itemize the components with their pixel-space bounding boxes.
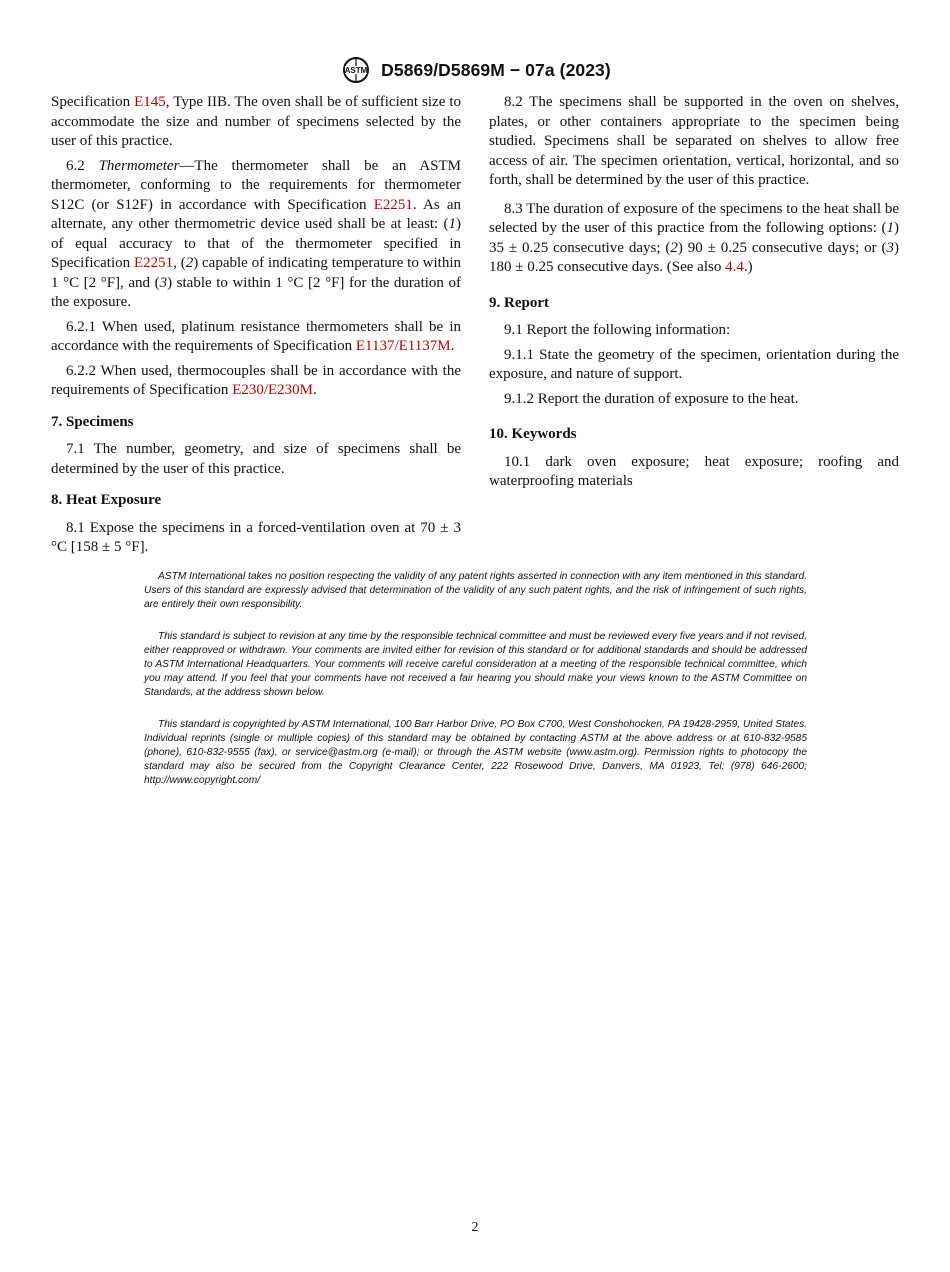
paragraph-7-1: 7.1 The number, geometry, and size of specimens shall be determined by the user of this practice. — [51, 441, 461, 477]
link-e2251-2[interactable]: E2251 — [133, 255, 174, 271]
paragraph-6-2-2: 6.2.2 When used, thermocouples shall be in accordance with the requirements of Specification E230/E230M. — [51, 362, 461, 398]
svg-text:ASTM: ASTM — [344, 66, 368, 75]
link-e230[interactable]: E230/E230M — [232, 382, 314, 398]
patent-notice: ASTM International takes no position respecting the validity of any patent rights asserted in connection with any item mentioned in this standard. Users of this standard are expressly advised that determination of the validity of any such patent rights, and the risk of infringement of such rights, are entirely their own responsibility. — [144, 571, 807, 610]
paragraph-8-1: 8.1 Expose the specimens in a forced-ventilation oven at 70 ± 3 °C [158 ± 5 °F]. — [51, 519, 461, 555]
paragraph-9-1-2: 9.1.2 Report the duration of exposure to the heat. — [504, 390, 799, 407]
page-number: 2 — [471, 1220, 479, 1235]
left-column — [51, 93, 461, 563]
paragraph-9-1-1: 9.1.1 State the geometry of the specimen, orientation during the exposure, and nature of support. — [489, 346, 899, 382]
paragraph-8-2: 8.2 The specimens shall be supported in the oven on shelves, plates, or other containers appropriate to the specimen being studied. Specimens shall be separated on shelves to allow free access of air. The specimen orientation, vertical, horizontal, and so forth, shall be determined by the user of this practice. — [489, 94, 899, 188]
link-e145[interactable]: E145 — [134, 94, 166, 110]
paragraph-6-2-1: 6.2.1 When used, platinum resistance thermometers shall be in accordance with the requirements of Specification E1137/E1137M. — [51, 318, 461, 354]
link-e1137[interactable]: E1137/E1137M — [355, 338, 451, 354]
section-8-heading: 8. Heat Exposure — [51, 492, 162, 508]
astm-logo-icon — [339, 56, 373, 84]
section-7-heading: 7. Specimens — [51, 413, 134, 430]
paragraph-6-2: 6.2 Thermometer—The thermometer shall be an ASTM thermometer, conforming to the requirements for thermometer S12C (or S12F) in accordance with Specification E2251. As an alternate, any other thermometric device used shall be at least: (1) of equal accuracy to that of the thermometer specified in Specification E2251, (2) capable of indicating temperature to within 1 °C [2 °F], and (3) stable to within 1 °C [2 °F] for the duration of the exposure. — [51, 157, 462, 310]
revision-notice: This standard is subject to revision at any time by the responsible technical committee and must be reviewed every five years and if not revised, either reapproved or withdrawn. Your comments are invited either for revision of this standard or for additional standards and should be addressed to ASTM International Headquarters. Your comments will receive careful consideration at a meeting of the responsible technical committee, which you may attend. If you feel that your comments have not received a fair hearing you should make your views known to the ASTM Committee on Standards, at the address shown below. — [144, 631, 807, 698]
link-section-4-4[interactable]: 4.4 — [725, 259, 744, 275]
link-e2251[interactable]: E2251 — [373, 196, 413, 213]
paragraph-8-3: 8.3 The duration of exposure of the specimens to the heat shall be selected by the user of this practice from the following options: (1) 35 ± 0.25 consecutive days; (2) 90 ± 0.25 consecutive days; or (3) 180 ± 0.25 consecutive days. (See also 4.4.) — [489, 200, 899, 275]
legal-notices — [144, 570, 807, 806]
section-10-heading: 10. Keywords — [489, 426, 577, 442]
paragraph-6-1-cont: Specification E145, Type IIB. The oven shall be of sufficient size to accommodate the size and number of specimens selected by the user of this practice. — [51, 94, 461, 149]
right-column — [489, 93, 899, 497]
copyright-notice: This standard is copyrighted by ASTM International, 100 Barr Harbor Drive, PO Box C700, West Conshohocken, PA 19428-2959, United States. Individual reprints (single or multiple copies) of this standard may be obtained by contacting ASTM at the above address or at 610-832-9585 (phone), 610-832-9555 (fax), or service@astm.org (e-mail); or through the ASTM website (www.astm.org). Permission rights to photocopy the standard may also be secured from the Copyright Clearance Center, 222 Rosewood Drive, Danvers, MA 01923, Tel: (978) 646-2600; http://www.copyright.com/ — [144, 719, 807, 786]
paragraph-9-1: 9.1 Report the following information: — [504, 322, 731, 338]
document-title: D5869/D5869M − 07a (2023) — [381, 59, 611, 80]
paragraph-10-1: 10.1 dark oven exposure; heat exposure; roofing and waterproofing materials — [489, 453, 899, 489]
section-9-heading: 9. Report — [489, 294, 549, 311]
page-header — [0, 56, 950, 84]
